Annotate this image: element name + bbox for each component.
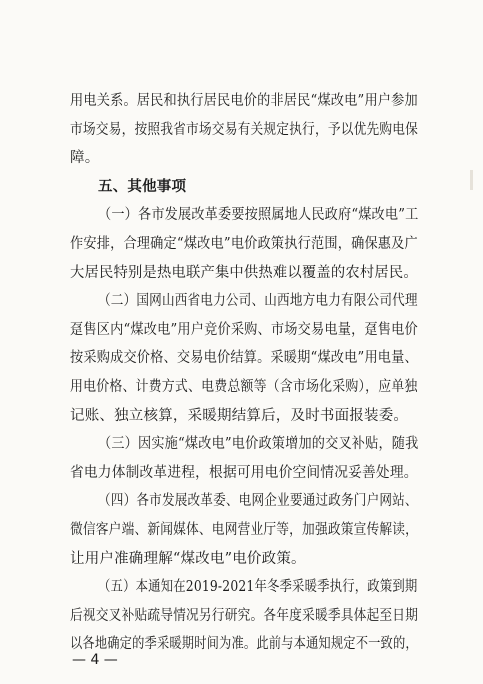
paragraph-line: 记账、独立核算，采暖期结算后，及时书面报装委。: [70, 407, 409, 424]
section-heading: 五、其他事项: [98, 178, 187, 195]
paragraph-line: 以各地确定的季采暖期时间为准。此前与本通知规定不一致的，: [70, 636, 418, 653]
paragraph-line: （三）因实施“煤改电”电价政策增加的交叉补贴，随我: [98, 436, 419, 453]
paragraph-line: 让用户准确理解“煤改电”电价政策。: [70, 550, 306, 567]
paragraph-line: （五）本通知在2019-2021年冬季采暖季执行，政策到期: [98, 579, 418, 596]
paragraph-line: （二）国网山西省电力公司、山西地方电力有限公司代理: [98, 293, 418, 310]
paragraph-line: 省电力体制改革进程，根据可用电价空间情况妥善处理。: [70, 464, 418, 481]
scan-artifact: [470, 170, 473, 190]
paragraph-line: 市场交易，按照我省市场交易有关规定执行，予以优先购电保: [70, 121, 419, 138]
paragraph-line: 趸售区内“煤改电”用户竞价采购、市场交易电量，趸售电价: [70, 321, 418, 338]
page-number: — 4 —: [72, 652, 118, 668]
paragraph-line: 后视交叉补贴疏导情况另行研究。各年度采暖季具体起至日期: [70, 607, 419, 624]
paragraph-line: （四）各市发展改革委、电网企业要通过政务门户网站、: [98, 493, 418, 510]
paragraph-line: 按采购成交价格、交易电价结算。采暖期“煤改电”用电量、: [70, 350, 418, 367]
paragraph-line: 微信客户端、新闻媒体、电网营业厅等，加强政策宣传解读，: [70, 522, 419, 538]
paragraph-line: 障。: [70, 150, 100, 167]
paragraph-line: 大居民特别是热电联产集中供热难以覆盖的农村居民。: [70, 264, 418, 281]
paragraph-line: 用电关系。居民和执行居民电价的非居民“煤改电”用户参加: [70, 93, 418, 109]
paragraph-line: （一）各市发展改革委要按照属地人民政府“煤改电”工: [98, 207, 419, 224]
paragraph-line: 用电价格、计费方式、电费总额等（含市场化采购），应单独: [70, 379, 418, 395]
paragraph-line: 作安排，合理确定“煤改电”电价政策执行范围，确保惠及广: [70, 236, 418, 252]
